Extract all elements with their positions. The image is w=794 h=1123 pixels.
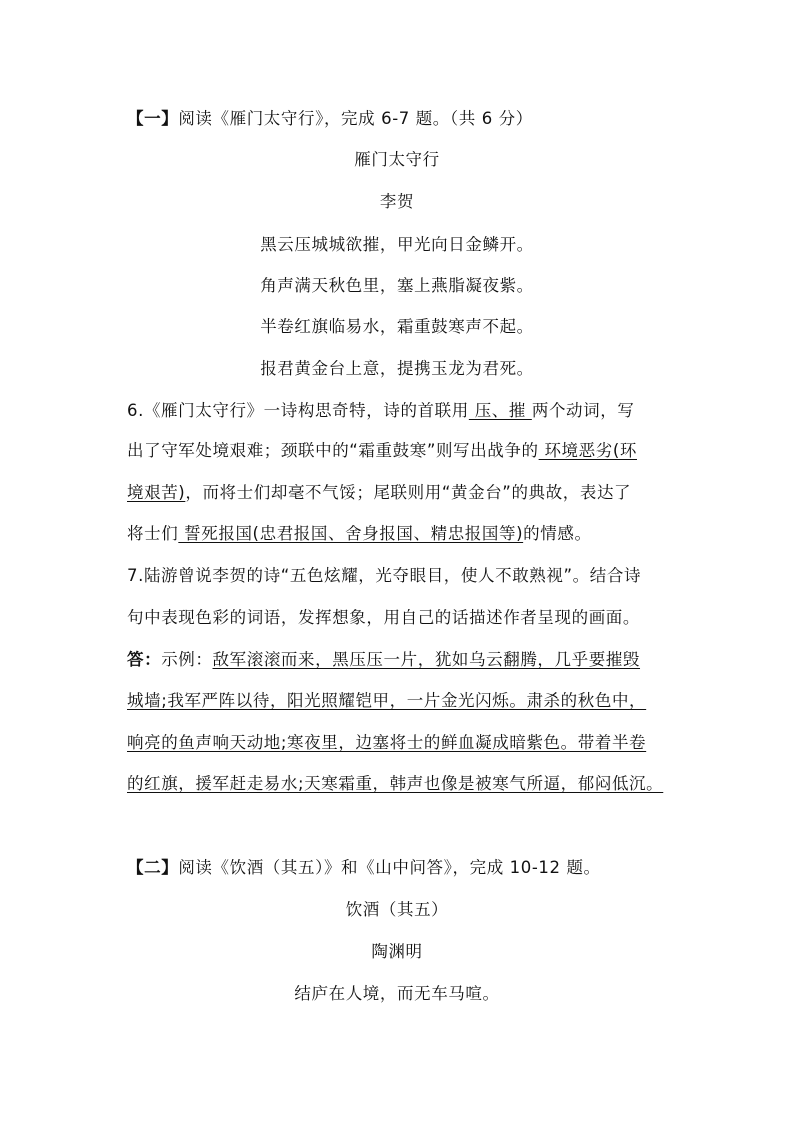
poem2-author: 陶渊明 <box>371 942 423 961</box>
q7-line-2: 句中表现色彩的词语，发挥想象，用自己的话描述作者呈现的画面。 <box>127 608 640 627</box>
answer-line-3: 响亮的鱼声响天动地;寒夜里，边塞将士的鲜血凝成暗紫色。带着半卷 <box>127 733 647 752</box>
answer-line-2: 城墙;我军严阵以待，阳光照耀铠甲，一片金光闪烁。肃杀的秋色中， <box>127 691 647 710</box>
q7-line-1: 7.陆游曾说李贺的诗“五色炫耀，光夺眼目，使人不敢熟视”。结合诗 <box>127 566 642 585</box>
answer-line-4: 的红旗，援军赶走易水;天寒霜重，韩声也像是被寒气所逼，郁闷低沉。 <box>127 774 664 793</box>
poem2-line-1: 结庐在人境，而无车马喧。 <box>294 984 500 1003</box>
q6-line-3 <box>127 481 631 505</box>
q6-text: 6.《雁门太守行》一诗构思奇特，诗的首联用 <box>127 401 469 420</box>
section2-heading <box>127 856 601 880</box>
answer-line-1 <box>127 648 640 672</box>
answer-example-label: 示例： <box>161 650 213 669</box>
section2-bracket: 【二】 <box>127 858 179 877</box>
poem1-author: 李贺 <box>379 192 415 211</box>
poem1-line-1: 黑云压城城欲摧，甲光向日金鳞开。 <box>260 235 534 254</box>
q6-text: 的情感。 <box>523 524 592 543</box>
q6-answer-blank-2-cont: 境艰苦) <box>127 483 186 502</box>
poem2-title: 饮酒（其五） <box>345 900 449 919</box>
q6-text: 两个动词，写 <box>531 401 635 420</box>
q6-answer-blank-2: 环境恶劣(环 <box>538 441 637 460</box>
poem1-line-2: 角声满天秋色里，塞上燕脂凝夜紫。 <box>260 276 534 295</box>
q6-answer-blank-3: 誓死报国(忠君报国、舍身报国、精忠报国等) <box>178 524 524 543</box>
section1-heading <box>127 107 533 131</box>
section2-instruction: 阅读《饮酒（其五）》和《山中问答》，完成 10-12 题。 <box>178 858 601 877</box>
section1-bracket: 【一】 <box>127 109 179 128</box>
section1-instruction: 阅读《雁门太守行》，完成 6-7 题。（共 6 分） <box>178 109 533 128</box>
q6-line-4 <box>127 522 592 546</box>
q6-answer-blank-1: 压、摧 <box>468 401 532 420</box>
q6-line-2 <box>127 439 637 463</box>
poem1-line-3: 半卷红旗临易水，霜重鼓寒声不起。 <box>260 317 534 336</box>
poem1-line-4: 报君黄金台上意，提携玉龙为君死。 <box>260 359 534 378</box>
q6-text: 出了守军处境艰难；颈联中的“霜重鼓寒”则写出战争的 <box>127 441 539 460</box>
answer-text: 敌军滚滚而来，黑压压一片，犹如乌云翻腾，几乎要摧毁 <box>212 650 641 669</box>
q6-text: 将士们 <box>127 524 179 543</box>
answer-label: 答： <box>127 650 162 669</box>
q6-line-1 <box>127 399 634 423</box>
poem1-title: 雁门太守行 <box>354 150 440 169</box>
q6-text: ，而将士们却毫不气馁；尾联则用“黄金台”的典故，表达了 <box>185 483 632 502</box>
